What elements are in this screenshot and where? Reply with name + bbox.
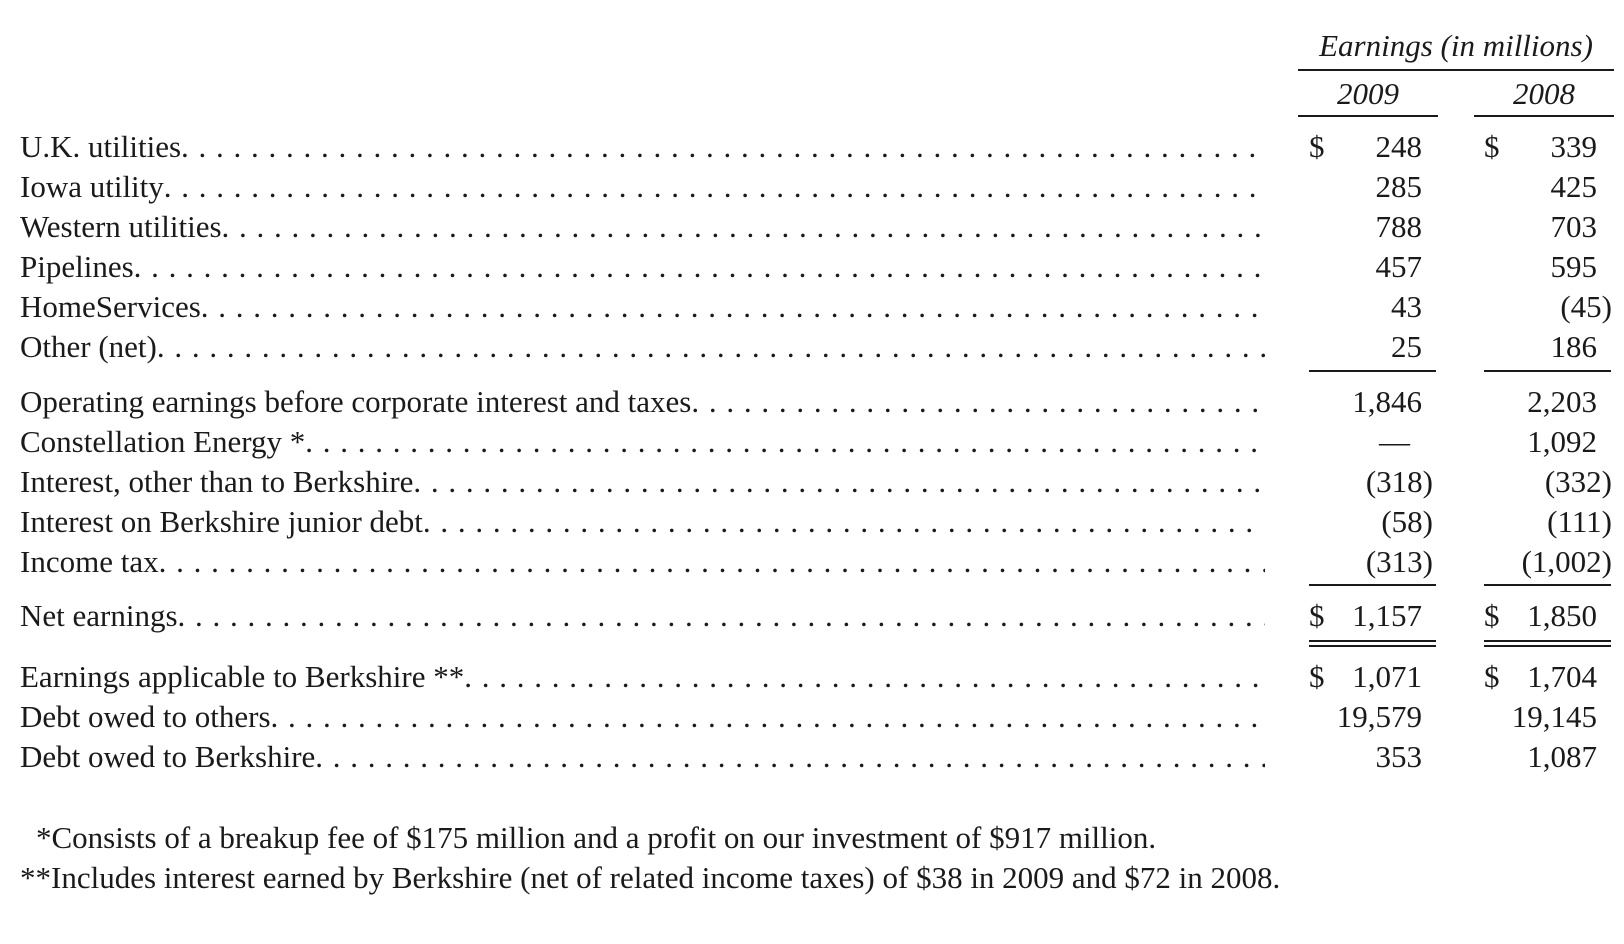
subtotal-rule — [1309, 370, 1436, 372]
table-row-other-net — [0, 327, 1624, 367]
table-row-constellation-energy — [0, 422, 1624, 462]
row-label: HomeServices . . . — [20, 287, 1265, 327]
currency-symbol: $ — [1309, 129, 1325, 164]
value-2009: 248 — [1375, 129, 1422, 164]
row-label: Debt owed to others . . . — [20, 697, 1265, 737]
value-2008: (332) — [1544, 464, 1612, 499]
value-2008: 703 — [1550, 209, 1597, 244]
row-label: Net earnings . . . — [20, 596, 1265, 636]
value-2009: 788 — [1375, 209, 1422, 244]
year-2008-underline — [1474, 115, 1614, 117]
table-row-debt-to-others — [0, 697, 1624, 737]
footnote-2: **Includes interest earned by Berkshire (net of related income taxes) of $38 in 2009 and $72 in 2008. — [20, 860, 1281, 895]
table-row-uk-utilities — [0, 127, 1624, 167]
value-2009: (58) — [1381, 504, 1433, 539]
row-label: Iowa utility . . . — [20, 167, 1265, 207]
table-row-western-utilities — [0, 207, 1624, 247]
value-2008: 1,092 — [1527, 424, 1597, 459]
table-row-net-earnings — [0, 596, 1624, 636]
column-header-2008: 2008 — [1513, 76, 1575, 111]
table-row-operating-earnings — [0, 382, 1624, 422]
table-row-income-tax — [0, 542, 1624, 582]
value-2009: (313) — [1365, 544, 1433, 579]
value-2008: 339 — [1550, 129, 1597, 164]
row-label: Operating earnings before corporate interest and taxes . . . — [20, 382, 1265, 422]
value-2008: (111) — [1547, 504, 1612, 539]
table-row-pipelines — [0, 247, 1624, 287]
value-2008: 186 — [1550, 329, 1597, 364]
currency-symbol: $ — [1484, 659, 1500, 694]
subtotal-rule — [1484, 370, 1611, 372]
row-label: Pipelines . . . — [20, 247, 1265, 287]
footnote-1: *Consists of a breakup fee of $175 million and a profit on our investment of $917 million. — [36, 820, 1157, 855]
value-2009: — — [1379, 424, 1410, 459]
value-2009: 1,157 — [1352, 598, 1422, 633]
double-rule-bottom — [1309, 645, 1436, 647]
row-label: Earnings applicable to Berkshire ** . . . — [20, 657, 1265, 697]
value-2008: 19,145 — [1511, 699, 1597, 734]
row-label: Other (net) . . . — [20, 327, 1265, 367]
row-label: Income tax . . . — [20, 542, 1265, 582]
table-row-interest-other — [0, 462, 1624, 502]
row-label: Interest, other than to Berkshire . . . — [20, 462, 1265, 502]
value-2008: (45) — [1560, 289, 1612, 324]
value-2009: 43 — [1391, 289, 1422, 324]
value-2008: 1,704 — [1527, 659, 1597, 694]
row-label: Western utilities . . . — [20, 207, 1265, 247]
value-2009: 1,846 — [1352, 384, 1422, 419]
value-2009: 353 — [1375, 739, 1422, 774]
value-2008: 425 — [1550, 169, 1597, 204]
year-2009-underline — [1298, 115, 1438, 117]
currency-symbol: $ — [1484, 598, 1500, 633]
value-2008: 2,203 — [1527, 384, 1597, 419]
value-2008: 1,850 — [1527, 598, 1597, 633]
currency-symbol: $ — [1309, 598, 1325, 633]
currency-symbol: $ — [1309, 659, 1325, 694]
value-2009: (318) — [1365, 464, 1433, 499]
double-rule-top — [1309, 640, 1436, 642]
row-label: Interest on Berkshire junior debt . . . — [20, 502, 1265, 542]
header-underline — [1298, 69, 1614, 71]
value-2009: 25 — [1391, 329, 1422, 364]
double-rule-bottom — [1484, 645, 1611, 647]
row-label: Constellation Energy * . . . — [20, 422, 1265, 462]
table-row-iowa-utility — [0, 167, 1624, 207]
value-2009: 457 — [1375, 249, 1422, 284]
currency-symbol: $ — [1484, 129, 1500, 164]
table-row-earnings-to-berkshire — [0, 657, 1624, 697]
column-header-2009: 2009 — [1337, 76, 1399, 111]
value-2008: 595 — [1550, 249, 1597, 284]
value-2009: 285 — [1375, 169, 1422, 204]
value-2009: 19,579 — [1336, 699, 1422, 734]
row-label: Debt owed to Berkshire . . . — [20, 737, 1265, 777]
double-rule-top — [1484, 640, 1611, 642]
total-rule — [1309, 584, 1436, 586]
table-row-homeservices — [0, 287, 1624, 327]
total-rule — [1484, 584, 1611, 586]
value-2008: (1,002) — [1521, 544, 1612, 579]
table-row-debt-to-berkshire — [0, 737, 1624, 777]
column-group-title: Earnings (in millions) — [1319, 28, 1593, 63]
row-label: U.K. utilities . . . — [20, 127, 1265, 167]
value-2008: 1,087 — [1527, 739, 1597, 774]
value-2009: 1,071 — [1352, 659, 1422, 694]
table-row-interest-junior-debt — [0, 502, 1624, 542]
